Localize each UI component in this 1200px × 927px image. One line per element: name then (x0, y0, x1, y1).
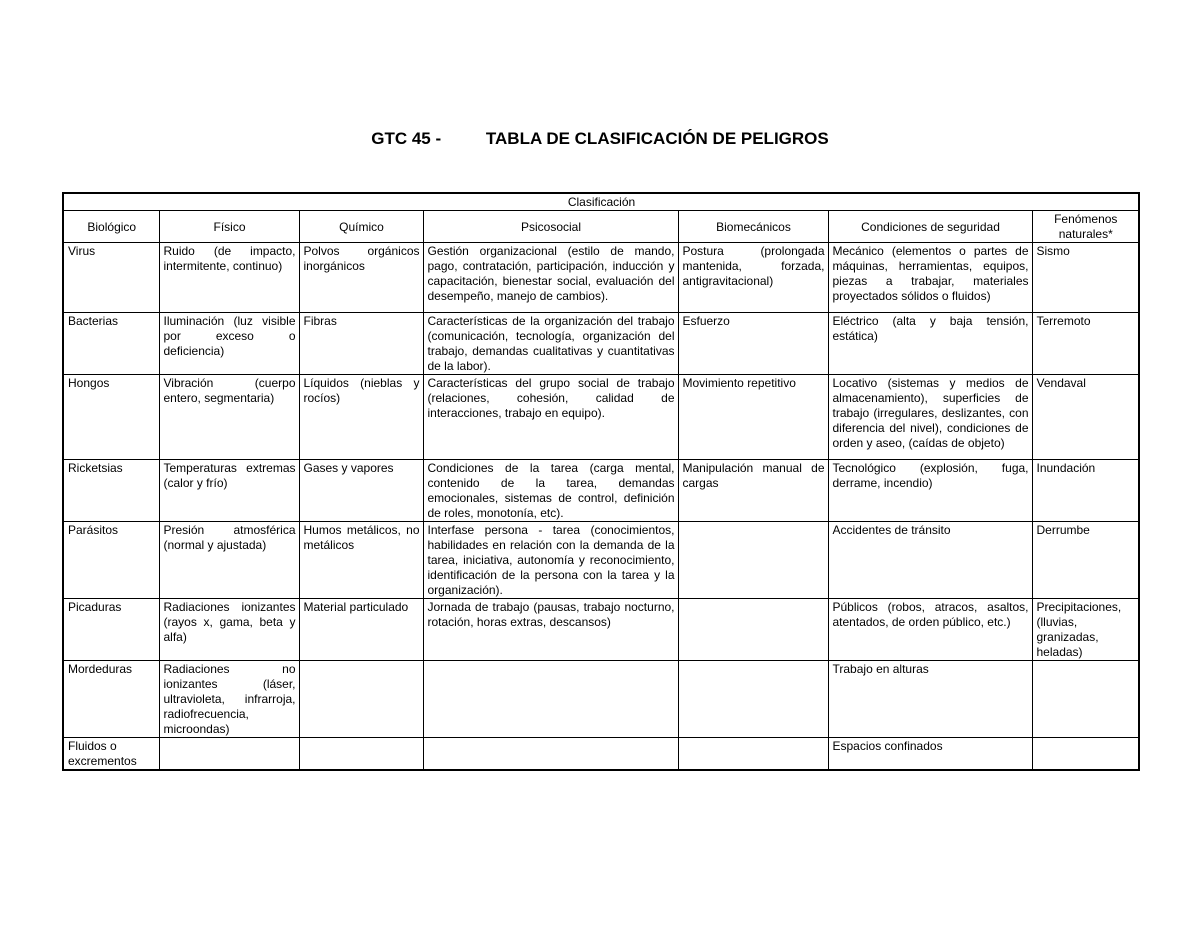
table-cell: Precipitaciones, (lluvias, granizadas, heladas) (1032, 599, 1139, 661)
table-cell: Fluidos o excrementos (63, 738, 159, 771)
table-cell: Locativo (sistemas y medios de almacenamiento), superficies de trabajo (irregulares, deslizantes, con diferencia del nivel), condiciones de orden y aseo, (caídas de objeto) (828, 375, 1032, 460)
table-cell (678, 599, 828, 661)
table-cell: Características del grupo social de trabajo (relaciones, cohesión, calidad de interacciones, trabajo en equipo). (423, 375, 678, 460)
table-cell: Accidentes de tránsito (828, 522, 1032, 599)
table-cell: Gestión organizacional (estilo de mando, pago, contratación, participación, inducción y capacitación, bienestar social, evaluación del desempeño, manejo de cambios). (423, 243, 678, 313)
table-cell: Mecánico (elementos o partes de máquinas, herramientas, equipos, piezas a trabajar, materiales proyectados sólidos o fluidos) (828, 243, 1032, 313)
column-header-biomecanicos: Biomecánicos (678, 211, 828, 243)
table-cell: Vendaval (1032, 375, 1139, 460)
page-title (0, 129, 1200, 149)
table-cell (1032, 738, 1139, 771)
document-code: GTC 45 - (371, 129, 442, 148)
table-cell: Hongos (63, 375, 159, 460)
table-row (63, 738, 1139, 771)
table-cell (423, 661, 678, 738)
table-cell: Ruido (de impacto, intermitente, continuo) (159, 243, 299, 313)
column-header-psicosocial: Psicosocial (423, 211, 678, 243)
hazard-classification-table (62, 192, 1140, 771)
table-row (63, 522, 1139, 599)
table-cell: Inundación (1032, 460, 1139, 522)
classification-header: Clasificación (63, 193, 1139, 211)
table-cell (678, 738, 828, 771)
table-cell (678, 522, 828, 599)
table-cell: Terremoto (1032, 313, 1139, 375)
table-cell: Virus (63, 243, 159, 313)
table-cell: Jornada de trabajo (pausas, trabajo nocturno, rotación, horas extras, descansos) (423, 599, 678, 661)
table-cell: Tecnológico (explosión, fuga, derrame, incendio) (828, 460, 1032, 522)
table-cell: Bacterias (63, 313, 159, 375)
table-cell: Condiciones de la tarea (carga mental, contenido de la tarea, demandas emocionales, sistemas de control, definición de roles, monotonía, etc). (423, 460, 678, 522)
table-cell: Gases y vapores (299, 460, 423, 522)
table-cell: Esfuerzo (678, 313, 828, 375)
table-row (63, 661, 1139, 738)
table-cell: Interfase persona - tarea (conocimientos, habilidades en relación con la demanda de la tarea, iniciativa, autonomía y reconocimiento, identificación de la persona con la tarea y la organización). (423, 522, 678, 599)
document-title: TABLA DE CLASIFICACIÓN DE PELIGROS (485, 129, 829, 148)
table-row (63, 375, 1139, 460)
table-cell: Manipulación manual de cargas (678, 460, 828, 522)
table-cell: Temperaturas extremas (calor y frío) (159, 460, 299, 522)
table-cell: Radiaciones ionizantes (rayos x, gama, beta y alfa) (159, 599, 299, 661)
table-cell (423, 738, 678, 771)
table-cell: Presión atmosférica (normal y ajustada) (159, 522, 299, 599)
table-cell (159, 738, 299, 771)
table-cell: Eléctrico (alta y baja tensión, estática) (828, 313, 1032, 375)
table-cell: Características de la organización del trabajo (comunicación, tecnología, organización del trabajo, demandas cualitativas y cuantitativas de la labor). (423, 313, 678, 375)
table-row (63, 599, 1139, 661)
table-cell (299, 661, 423, 738)
table-cell: Movimiento repetitivo (678, 375, 828, 460)
column-header-fenomenos-naturales: Fenómenos naturales* (1032, 211, 1139, 243)
table-cell: Líquidos (nieblas y rocíos) (299, 375, 423, 460)
table-cell: Postura (prolongada mantenida, forzada, antigravitacional) (678, 243, 828, 313)
table-cell: Sismo (1032, 243, 1139, 313)
column-header-fisico: Físico (159, 211, 299, 243)
table-cell: Fibras (299, 313, 423, 375)
table-cell (299, 738, 423, 771)
table-cell: Parásitos (63, 522, 159, 599)
table-cell (678, 661, 828, 738)
table-cell: Radiaciones no ionizantes (láser, ultravioleta, infrarroja, radiofrecuencia, microondas) (159, 661, 299, 738)
table-row (63, 313, 1139, 375)
table-cell (1032, 661, 1139, 738)
table-cell: Picaduras (63, 599, 159, 661)
table-cell: Ricketsias (63, 460, 159, 522)
table-cell: Iluminación (luz visible por exceso o deficiencia) (159, 313, 299, 375)
table-cell: Humos metálicos, no metálicos (299, 522, 423, 599)
table-cell: Públicos (robos, atracos, asaltos, atentados, de orden público, etc.) (828, 599, 1032, 661)
table-cell: Derrumbe (1032, 522, 1139, 599)
table-cell: Vibración (cuerpo entero, segmentaria) (159, 375, 299, 460)
column-header-quimico: Químico (299, 211, 423, 243)
table-row (63, 243, 1139, 313)
table-cell: Material particulado (299, 599, 423, 661)
table-cell: Trabajo en alturas (828, 661, 1032, 738)
table-cell: Mordeduras (63, 661, 159, 738)
column-header-condiciones-seguridad: Condiciones de seguridad (828, 211, 1032, 243)
table-row (63, 460, 1139, 522)
table-cell: Espacios confinados (828, 738, 1032, 771)
table-cell: Polvos orgánicos inorgánicos (299, 243, 423, 313)
column-header-biologico: Biológico (63, 211, 159, 243)
